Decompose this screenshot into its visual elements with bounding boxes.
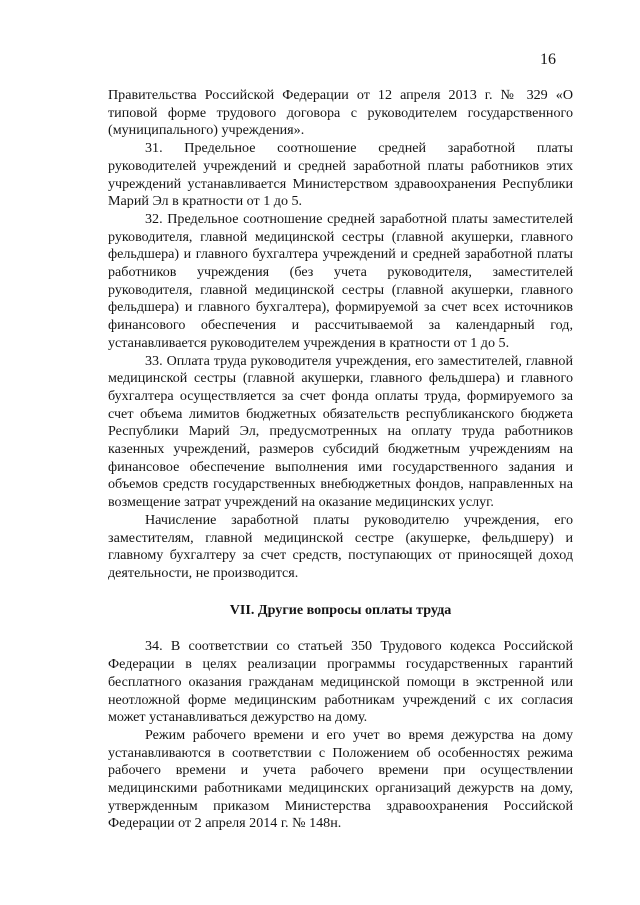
paragraph-32: 32. Предельное соотношение средней заработной платы заместителей руководителя, главной медицинской сестры (главной акушерки, главного фельдшера) и главного бухгалтера учреждений и средней заработной платы работников учреждения (без учета руководителя, заместителей руководителя, главной медицинской сестры (главной акушерки, главного фельдшера) и главного бухгалтера), формируемой за счет всех источников финансового обеспечения и рассчитываемой за календарный год, устанавливается руководителем учреждения в кратности от 1 до 5.: [108, 210, 573, 351]
paragraph-duty-regime: Режим рабочего времени и его учет во время дежурства на дому устанавливаются в соответствии с Положением об особенностях режима рабочего времени и учета рабочего времени при осуществлении медицинскими работниками медицинских организаций дежурств на дому, утвержденным приказом Министерства здравоохранения Российской Федерации от 2 апреля 2014 г. № 148н.: [108, 726, 573, 832]
paragraph-33: 33. Оплата труда руководителя учреждения, его заместителей, главной медицинской сестры (главной акушерки, главного фельдшера) и главного бухгалтера осуществляется за счет фонда оплаты труда, формируемого за счет объема лимитов бюджетных обязательств республиканского бюджета Республики Марий Эл, предусмотренных на оплату труда работников казенных учреждений, размеров субсидий бюджетным учреждениям на финансовое обеспечение выполнения ими государственного задания и объемов средств государственных внебюджетных фондов, направленных на возмещение затрат учреждений на оказание медицинских услуг.: [108, 352, 573, 511]
paragraph-31: 31. Предельное соотношение средней заработной платы руководителей учреждений и средней заработной платы работников этих учреждений устанавливается Министерством здравоохранения Республики Марий Эл в кратности от 1 до 5.: [108, 140, 573, 210]
paragraph-34: 34. В соответствии со статьей 350 Трудового кодекса Российской Федерации в целях реализации программы государственных гарантий бесплатного оказания гражданам медицинской помощи в экстренной или неотложной форме медицинским работникам учреждений с их согласия может устанавливаться дежурство на дому.: [108, 638, 573, 726]
paragraph-continuation: Правительства Российской Федерации от 12 апреля 2013 г. № 329 «О типовой форме трудового договора с руководителем государственного (муниципального) учреждения».: [108, 87, 573, 139]
page-number: 16: [540, 51, 556, 68]
document-body: [108, 87, 573, 833]
paragraph-salary-accrual: Начисление заработной платы руководителю учреждения, его заместителям, главной медицинской сестре (акушерке, фельдшеру) и главному бухгалтеру за счет средств, поступающих от приносящей доход деятельности, не производится.: [108, 511, 573, 581]
section-heading: VII. Другие вопросы оплаты труда: [229, 601, 452, 618]
